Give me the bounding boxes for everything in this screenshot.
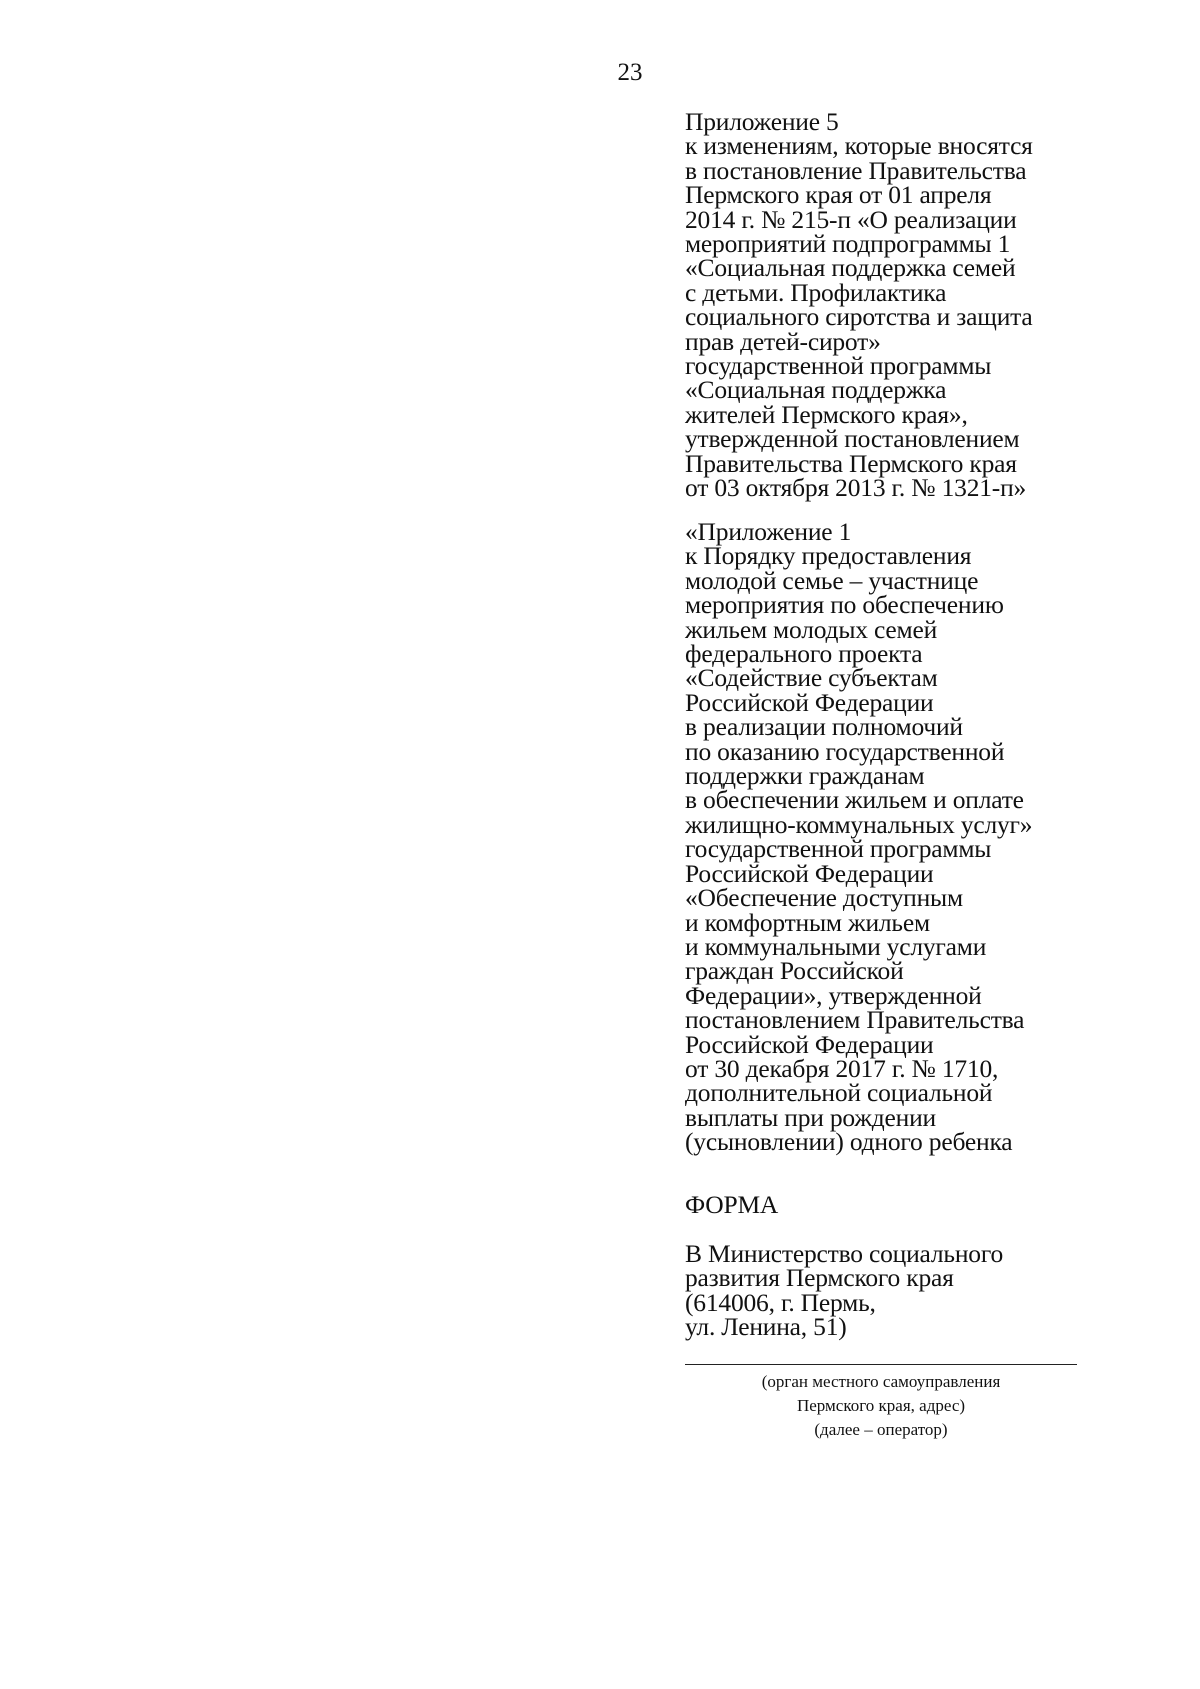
form-title: ФОРМА — [685, 1190, 779, 1219]
appendix-5-line: прав детей-сирот» — [685, 326, 881, 356]
appendix-1-line: федерального проекта — [685, 639, 923, 669]
appendix-1-line: государственной программы — [685, 834, 992, 864]
appendix-5-line: жителей Пермского края», — [685, 399, 968, 429]
appendix-1-line: молодой семье – участнице — [685, 565, 979, 595]
appendix-1-line: и комфортным жильем — [685, 907, 930, 937]
appendix-5-line: Правительства Пермского края — [685, 448, 1017, 478]
appendix-1-line: Российской Федерации — [685, 858, 934, 888]
appendix-1-line: дополнительной социальной — [685, 1078, 993, 1108]
appendix-5-header — [685, 107, 1185, 503]
appendix-1-line: Российской Федерации — [685, 687, 934, 717]
appendix-5-line: утвержденной постановлением — [685, 424, 1020, 454]
appendix-1-line: мероприятия по обеспечению — [685, 590, 1004, 620]
appendix-1-line: «Приложение 1 — [685, 517, 852, 546]
appendix-1-header — [685, 517, 1185, 1157]
appendix-1-line: по оказанию государственной — [685, 736, 1005, 766]
recipient-line: (614006, г. Пермь, — [685, 1287, 876, 1317]
appendix-5-line: с детьми. Профилактика — [685, 277, 947, 307]
appendix-1-line: «Содействие субъектам — [685, 663, 938, 693]
recipient-address — [685, 1239, 1185, 1342]
appendix-1-line: жильем молодых семей — [685, 614, 938, 644]
appendix-5-line: социального сиротства и защита — [685, 302, 1033, 332]
appendix-1-line: (усыновлении) одного ребенка — [685, 1127, 1013, 1157]
appendix-5-line: Приложение 5 — [685, 107, 839, 136]
appendix-5-line: к изменениям, которые вносятся — [685, 131, 1033, 161]
fill-in-line — [685, 1364, 1077, 1365]
appendix-1-line: постановлением Правительства — [685, 1005, 1025, 1035]
appendix-5-line: мероприятий подпрограммы 1 — [685, 229, 1011, 259]
appendix-5-line: государственной программы — [685, 351, 992, 381]
recipient-line: развития Пермского края — [685, 1263, 954, 1293]
recipient-line: В Министерство социального — [685, 1239, 1004, 1268]
appendix-1-line: выплаты при рождении — [685, 1102, 936, 1132]
caption-line: Пермского края, адрес) — [796, 1396, 966, 1415]
appendix-1-line: жилищно-коммунальных услуг» — [685, 809, 1033, 839]
appendix-1-line: в обеспечении жильем и оплате — [685, 785, 1024, 815]
appendix-5-line: «Социальная поддержка семей — [685, 253, 1016, 283]
appendix-1-line: и коммунальными услугами — [685, 931, 987, 961]
operator-caption — [685, 1370, 1077, 1442]
appendix-1-line: «Обеспечение доступным — [685, 883, 963, 913]
appendix-1-line: в реализации полномочий — [685, 712, 963, 742]
appendix-5-line: 2014 г. № 215-п «О реализации — [685, 204, 1017, 234]
caption-line: (далее – оператор) — [814, 1420, 948, 1439]
appendix-1-line: Федерации», утвержденной — [685, 980, 982, 1010]
appendix-5-line: Пермского края от 01 апреля — [685, 180, 992, 210]
page-number: 23 — [617, 59, 643, 86]
appendix-5-line: «Социальная поддержка — [685, 375, 947, 405]
caption-line: (орган местного самоуправления — [761, 1372, 1001, 1391]
recipient-line: ул. Ленина, 51) — [685, 1312, 847, 1342]
appendix-1-line: граждан Российской — [685, 956, 904, 986]
appendix-1-line: к Порядку предоставления — [685, 541, 972, 571]
appendix-1-line: поддержки гражданам — [685, 761, 925, 791]
appendix-1-line: Российской Федерации — [685, 1029, 934, 1059]
appendix-5-line: от 03 октября 2013 г. № 1321-п» — [685, 473, 1027, 503]
appendix-5-line: в постановление Правительства — [685, 155, 1027, 185]
appendix-1-line: от 30 декабря 2017 г. № 1710, — [685, 1053, 999, 1083]
